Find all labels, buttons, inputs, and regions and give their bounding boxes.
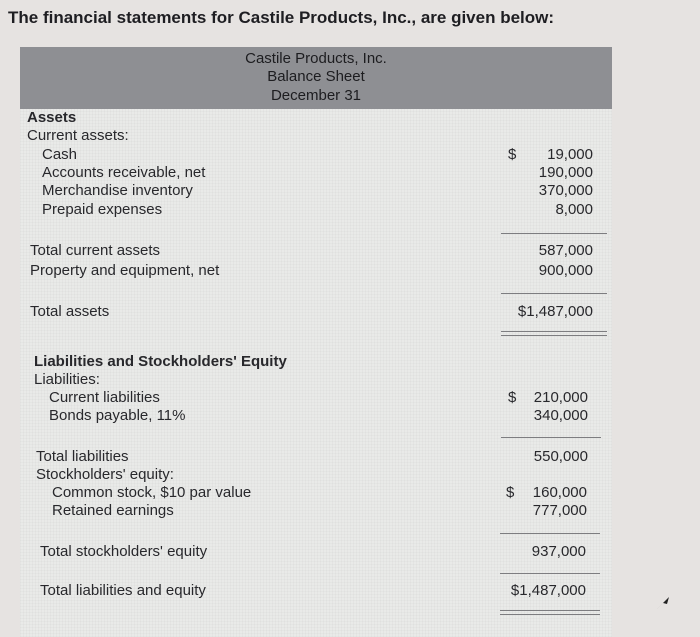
retained-earnings-label: Retained earnings [52, 502, 174, 519]
total-liabilities-equity-value: $1,487,000 [510, 582, 586, 599]
inventory-label: Merchandise inventory [42, 182, 193, 199]
total-equity-value: 937,000 [531, 543, 586, 560]
mouse-cursor-icon [654, 594, 672, 612]
cash-dollar-sign: $ [508, 146, 517, 163]
divider-line [500, 533, 600, 534]
prepaid-value: 8,000 [555, 201, 593, 218]
equity-dollar-sign: $ [506, 484, 515, 501]
company-name: Castile Products, Inc. [245, 50, 387, 67]
accounts-receivable-label: Accounts receivable, net [42, 164, 206, 181]
total-assets-value: $1,487,000 [517, 303, 593, 320]
current-liabilities-value: 210,000 [533, 389, 588, 406]
common-stock-label: Common stock, $10 par value [52, 484, 252, 501]
double-underline [501, 331, 607, 332]
intro-text: The financial statements for Castile Products, Inc., are given below: [8, 8, 555, 27]
balance-sheet [20, 47, 612, 637]
divider-line [501, 437, 601, 438]
total-current-assets-value: 587,000 [538, 242, 593, 259]
cash-label: Cash [42, 146, 78, 163]
divider-line [501, 233, 607, 234]
statement-date: December 31 [270, 87, 362, 104]
total-equity-label: Total stockholders' equity [40, 543, 208, 560]
current-assets-heading: Current assets: [27, 127, 129, 144]
cash-value: 19,000 [547, 146, 593, 163]
prepaid-label: Prepaid expenses [42, 201, 163, 218]
common-stock-value: 160,000 [532, 484, 587, 501]
property-equipment-value: 900,000 [538, 262, 593, 279]
divider-line [500, 573, 600, 574]
statement-title: Balance Sheet [267, 68, 365, 85]
divider-line [501, 293, 607, 294]
assets-heading: Assets [27, 109, 77, 126]
stockholders-equity-heading: Stockholders' equity: [36, 466, 174, 483]
double-underline [500, 614, 600, 615]
liabilities-dollar-sign: $ [508, 389, 517, 406]
double-underline [501, 335, 607, 336]
liabilities-equity-heading: Liabilities and Stockholders' Equity [34, 353, 287, 370]
double-underline [500, 610, 600, 611]
property-equipment-label: Property and equipment, net [30, 262, 220, 279]
bonds-payable-label: Bonds payable, 11% [49, 407, 186, 424]
total-assets-label: Total assets [30, 303, 110, 320]
current-liabilities-label: Current liabilities [49, 389, 160, 406]
retained-earnings-value: 777,000 [532, 502, 587, 519]
statement-header [20, 47, 612, 109]
inventory-value: 370,000 [538, 182, 593, 199]
total-liabilities-equity-label: Total liabilities and equity [40, 582, 206, 599]
total-current-assets-label: Total current assets [30, 242, 161, 259]
accounts-receivable-value: 190,000 [538, 164, 593, 181]
liabilities-heading: Liabilities: [34, 371, 100, 388]
total-liabilities-value: 550,000 [533, 448, 588, 465]
total-liabilities-label: Total liabilities [36, 448, 129, 465]
bonds-payable-value: 340,000 [533, 407, 588, 424]
